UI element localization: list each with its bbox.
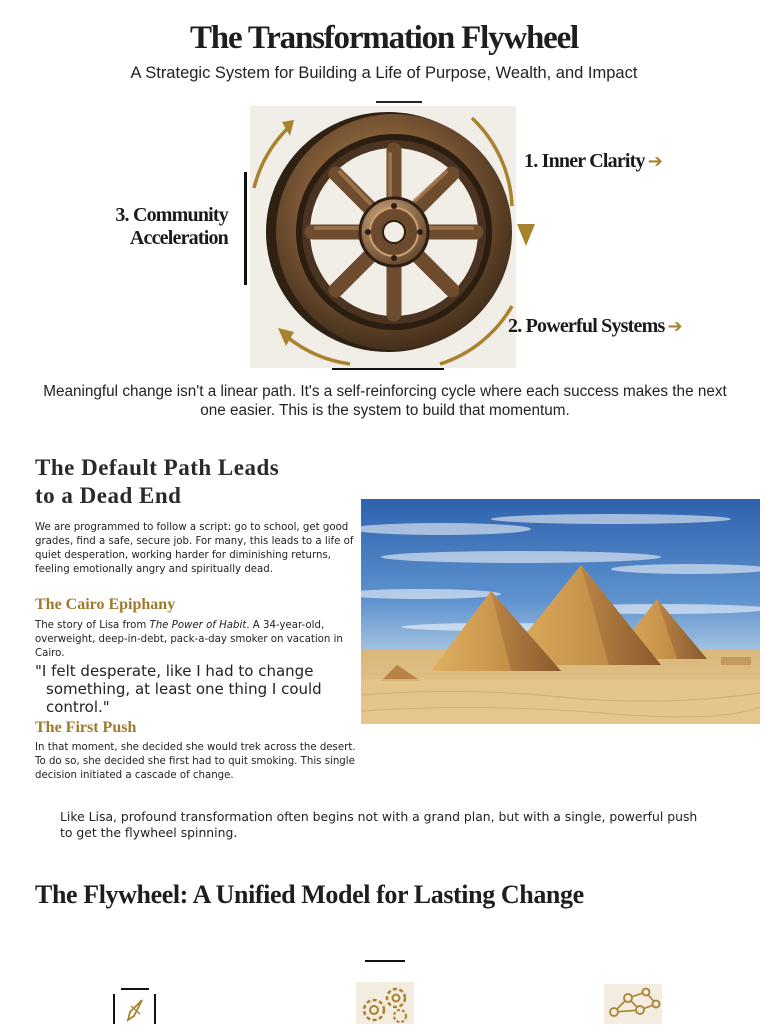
default-path-body: We are programmed to follow a script: go to school, get good grades, find a safe, secure job. For many, this leads to a life of quiet desperation, working harder for diminishing returns, feeling emotionally angry and spiritually dead.: [35, 522, 354, 575]
wheel-bottom-rule: [332, 368, 444, 370]
section-heading-unified-model: The Flywheel: A Unified Model for Lasting Change: [35, 880, 584, 909]
lisa-quote: [35, 662, 345, 716]
intro-paragraph: Meaningful change isn't a linear path. It's a self-reinforcing cycle where each success makes the next one easier. This is the system to build that momentum.: [43, 383, 727, 419]
stage-community-line1: 3. Community: [115, 204, 228, 226]
stage-powerful-systems-label: 2. Powerful Systems: [508, 315, 665, 337]
flywheel-drawing: [250, 106, 516, 368]
stage-inner-clarity: [524, 150, 662, 173]
first-push-heading: The First Push: [35, 719, 137, 736]
lisa-transformation-note: Like Lisa, profound transformation often begins not with a grand plan, but with a single, powerful push to get the flywheel spinning.: [60, 809, 698, 840]
book-title: The Power of Habit: [149, 620, 247, 631]
cairo-epiphany-heading: The Cairo Epiphany: [35, 596, 176, 613]
network-icon: [604, 984, 662, 1029]
gears-icon: [356, 982, 414, 1029]
wheel-left-bar: [244, 172, 247, 285]
first-push-body: In that moment, she decided she would trek across the desert. To do so, she decided she first had to quit smoking. This single decision initiated a cascade of change.: [35, 742, 356, 781]
cairo-body-suffix: . A 34-year-old, overweight, deep-in-debt, pack-a-day smoker on vacation in Cairo.: [35, 620, 343, 659]
section-heading-default-path: [35, 454, 335, 510]
pyramids-drawing: [361, 499, 760, 724]
heading-line-2: to a Dead End: [35, 483, 182, 508]
cairo-epiphany-body: [35, 619, 357, 661]
stage-community-acceleration: [80, 204, 228, 250]
title-divider: [376, 101, 422, 103]
compass-icon: [112, 986, 158, 1029]
pyramids-image: [361, 499, 760, 724]
quote-line-1: "I felt desperate, like I had to change: [35, 662, 314, 680]
page-subtitle: A Strategic System for Building a Life of Purpose, Wealth, and Impact: [130, 64, 638, 82]
stage-powerful-systems: [508, 315, 682, 338]
heading-line-1: The Default Path Leads: [35, 455, 280, 480]
cairo-body-prefix: The story of Lisa from: [35, 620, 150, 631]
quote-line-3: control.": [46, 698, 110, 716]
right-arrow-icon: ➔: [667, 316, 682, 337]
right-arrow-icon: ➔: [647, 151, 663, 172]
quote-line-2: something, at least one thing I could: [46, 680, 322, 698]
stage-inner-clarity-label: 1. Inner Clarity: [524, 150, 645, 172]
down-arrow-icon: [516, 222, 536, 253]
page-title: The Transformation Flywheel: [189, 20, 579, 56]
flywheel-image: [250, 106, 516, 368]
unified-model-divider: [365, 960, 405, 962]
stage-community-line2: Acceleration: [129, 227, 228, 249]
